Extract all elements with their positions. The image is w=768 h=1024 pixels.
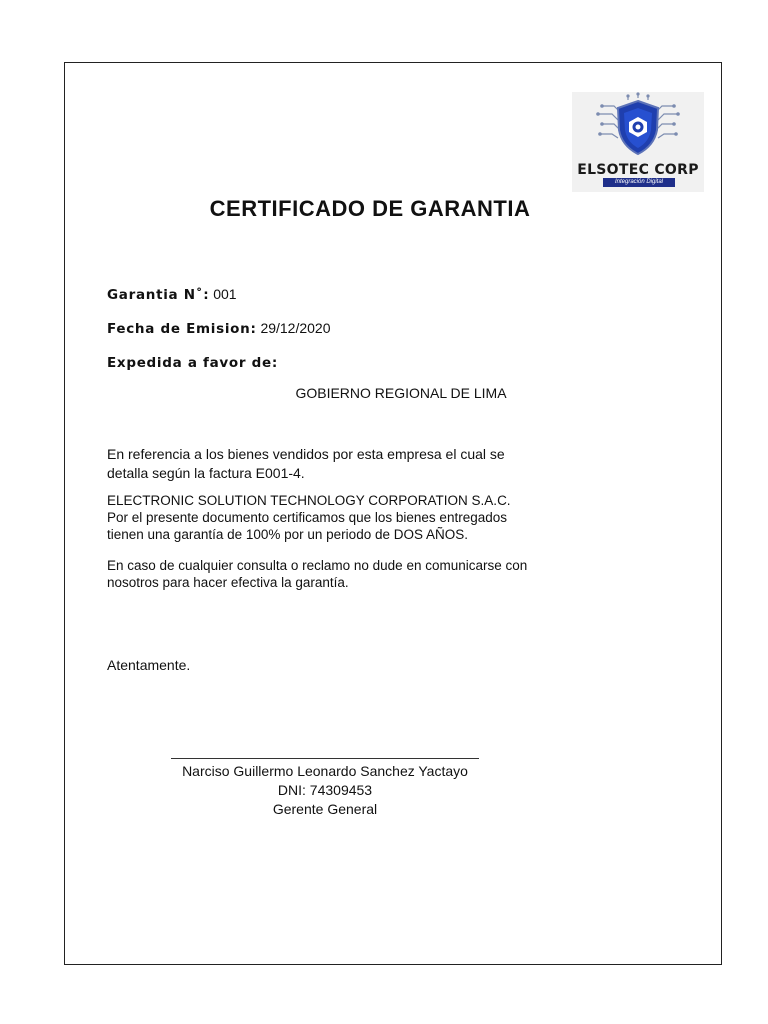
closing-text: Atentamente.: [107, 657, 191, 673]
signer-dni: DNI: 74309453: [277, 782, 373, 798]
shield-circuit-icon: [572, 92, 704, 164]
issued-to-field: [107, 354, 278, 371]
issued-to-label: Expedida a favor de:: [107, 355, 278, 371]
paragraph-line: nosotros para hacer efectiva la garantía.: [107, 575, 349, 590]
paragraph-line: En caso de cualquier consulta o reclamo no dude en comunicarse con: [107, 558, 528, 573]
signer-name: Narciso Guillermo Leonardo Sanchez Yactayo: [182, 763, 468, 779]
paragraph-line: detalla según la factura E001-4.: [107, 465, 305, 481]
issue-date-field: [107, 320, 331, 337]
issue-date-value: 29/12/2020: [260, 320, 331, 336]
certification-paragraph: [107, 492, 567, 543]
warranty-number-label: Garantia N˚:: [107, 287, 210, 303]
signature-line: [171, 758, 479, 759]
paragraph-line: tienen una garantía de 100% por un periodo de DOS AÑOS.: [107, 527, 468, 542]
warranty-number-field: [107, 286, 237, 303]
paragraph-line: Por el presente documento certificamos que los bienes entregados: [107, 510, 507, 525]
paragraph-line: En referencia a los bienes vendidos por esta empresa el cual se: [107, 446, 505, 462]
contact-paragraph: [107, 557, 567, 591]
issue-date-label: Fecha de Emision:: [107, 321, 257, 337]
logo-tagline: Integración Digital: [603, 178, 675, 187]
certificate-title: CERTIFICADO DE GARANTIA: [209, 196, 531, 221]
signer-role: Gerente General: [272, 801, 378, 817]
paragraph-line: ELECTRONIC SOLUTION TECHNOLOGY CORPORATION S.A.C.: [107, 493, 511, 508]
company-logo: [572, 92, 704, 192]
warranty-number-value: 001: [213, 286, 237, 302]
beneficiary-name: GOBIERNO REGIONAL DE LIMA: [295, 385, 507, 401]
logo-company-name: ELSOTEC CORP: [577, 162, 699, 178]
signature-block: [171, 762, 479, 819]
reference-paragraph: [107, 445, 567, 483]
